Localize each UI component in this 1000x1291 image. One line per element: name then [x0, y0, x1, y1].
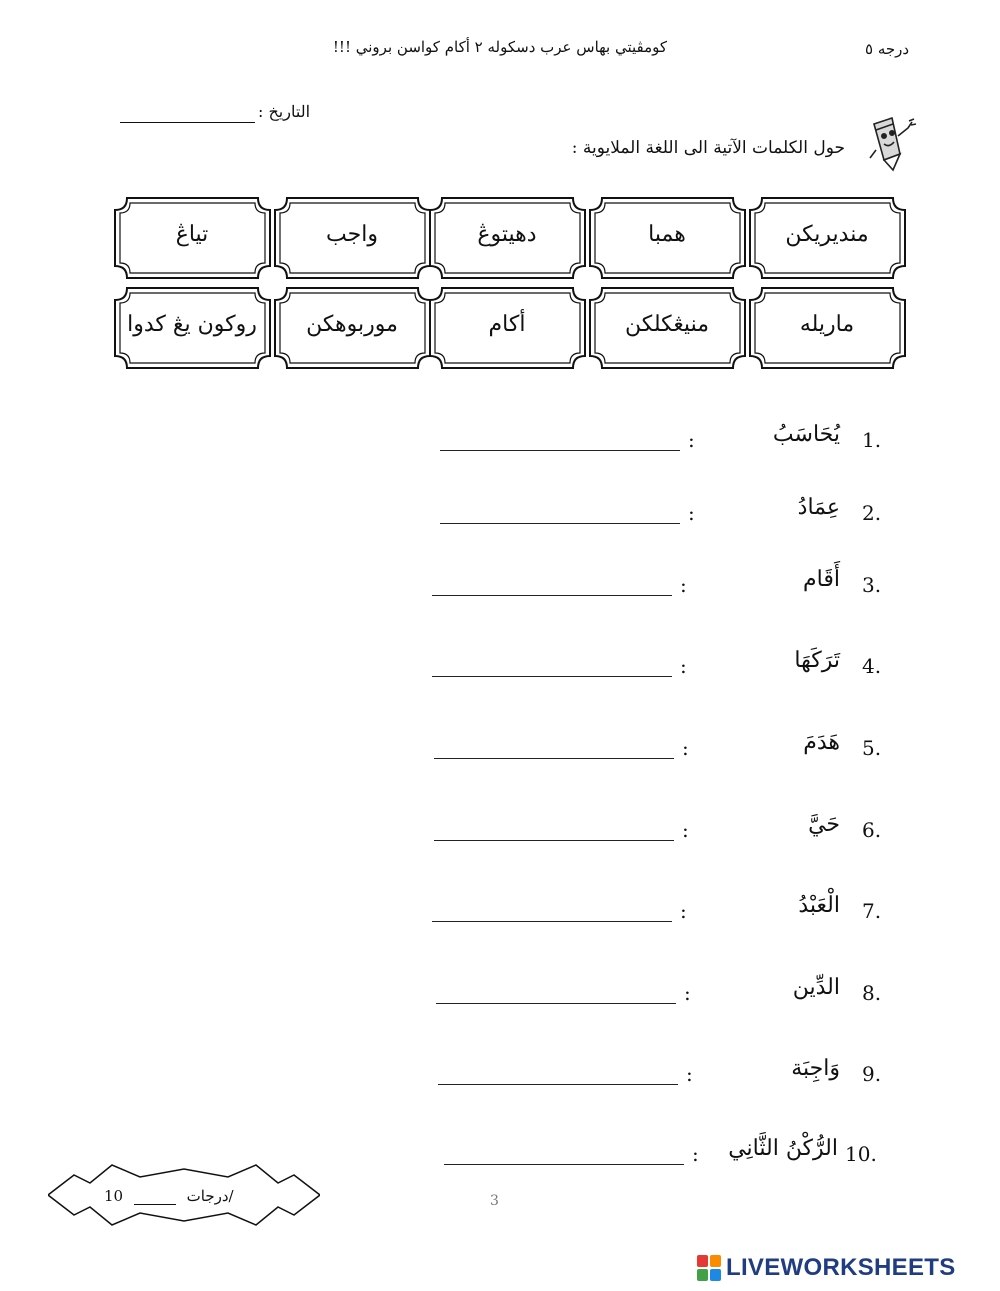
- liveworksheets-logo-icon: [696, 1253, 722, 1283]
- question-colon: :: [684, 981, 691, 1005]
- question-number: 7.: [862, 899, 882, 923]
- word-card-text: منيڠکلکن: [624, 312, 709, 337]
- question-number: 2.: [862, 501, 882, 525]
- question-word: الْعَبْدُ: [798, 893, 840, 918]
- score-text: [104, 1187, 234, 1205]
- question-colon: :: [688, 501, 695, 525]
- answer-blank[interactable]: [432, 595, 672, 596]
- question-colon: :: [682, 818, 689, 842]
- question-number: 1.: [862, 428, 882, 452]
- answer-blank[interactable]: [434, 758, 674, 759]
- answer-blank[interactable]: [436, 1003, 676, 1004]
- header-grade: درجه ٥: [865, 40, 910, 58]
- word-card-text: واجب: [326, 222, 378, 247]
- header-title: کومڤيتي بهاس عرب دسکوله ٢ أکام کواسن بروني !!!: [332, 38, 668, 56]
- score-label: درجات: [186, 1187, 229, 1205]
- question-number: 6.: [862, 818, 882, 842]
- question-number: 3.: [862, 573, 882, 597]
- answer-blank[interactable]: [432, 676, 672, 677]
- question-number: 5.: [862, 736, 882, 760]
- liveworksheets-brand[interactable]: [696, 1252, 956, 1284]
- question-colon: :: [680, 899, 687, 923]
- question-word: الرُّكْنُ الثَّانِي: [728, 1136, 838, 1161]
- question-number: 10.: [845, 1142, 877, 1166]
- word-card-text: منديريکن: [785, 222, 869, 247]
- word-card-text: ماريله: [799, 312, 855, 337]
- answer-blank[interactable]: [444, 1164, 684, 1165]
- question-colon: :: [680, 573, 687, 597]
- question-number: 8.: [862, 981, 882, 1005]
- question-word: يُحَاسَبُ: [772, 422, 840, 447]
- word-card-text: موربوهکن: [306, 312, 398, 337]
- question-colon: :: [686, 1062, 693, 1086]
- answer-blank[interactable]: [432, 921, 672, 922]
- word-card-text: أکام: [488, 312, 526, 337]
- brand-name: LIVEWORKSHEETS: [726, 1254, 956, 1281]
- word-card-text: دهيتوڠ: [477, 222, 537, 247]
- answer-blank[interactable]: [440, 450, 680, 451]
- question-number: 9.: [862, 1062, 882, 1086]
- word-bank-grid: [110, 193, 910, 378]
- question-word: تَرَكَهَا: [794, 648, 840, 673]
- score-blank[interactable]: [134, 1204, 176, 1205]
- question-colon: :: [688, 428, 695, 452]
- page-number: 3: [490, 1193, 499, 1209]
- answer-blank[interactable]: [438, 1084, 678, 1085]
- question-word: وَاجِبَة: [791, 1056, 840, 1081]
- score-total: 10/: [104, 1187, 234, 1205]
- date-label: التاريخ :: [258, 102, 311, 121]
- instruction-text: حول الكلمات الآتية الى اللغة الملايوية :: [571, 138, 845, 158]
- word-card-text: تياڠ: [175, 222, 209, 247]
- question-word: عِمَادُ: [797, 495, 840, 520]
- question-colon: :: [682, 736, 689, 760]
- question-colon: :: [692, 1142, 699, 1166]
- question-word: الدِّين: [792, 975, 840, 1000]
- question-word: أَقَام: [803, 567, 840, 592]
- date-line[interactable]: [120, 122, 255, 123]
- word-card-text: همبا: [648, 222, 686, 247]
- answer-blank[interactable]: [440, 523, 680, 524]
- answer-blank[interactable]: [434, 840, 674, 841]
- question-word: حَيَّ: [808, 812, 840, 837]
- question-colon: :: [680, 654, 687, 678]
- question-number: 4.: [862, 654, 882, 678]
- word-card-text: روکون يڠ کدوا: [127, 312, 257, 337]
- pencil-mascot-icon: [862, 112, 920, 174]
- question-word: هَدَمَ: [803, 730, 840, 755]
